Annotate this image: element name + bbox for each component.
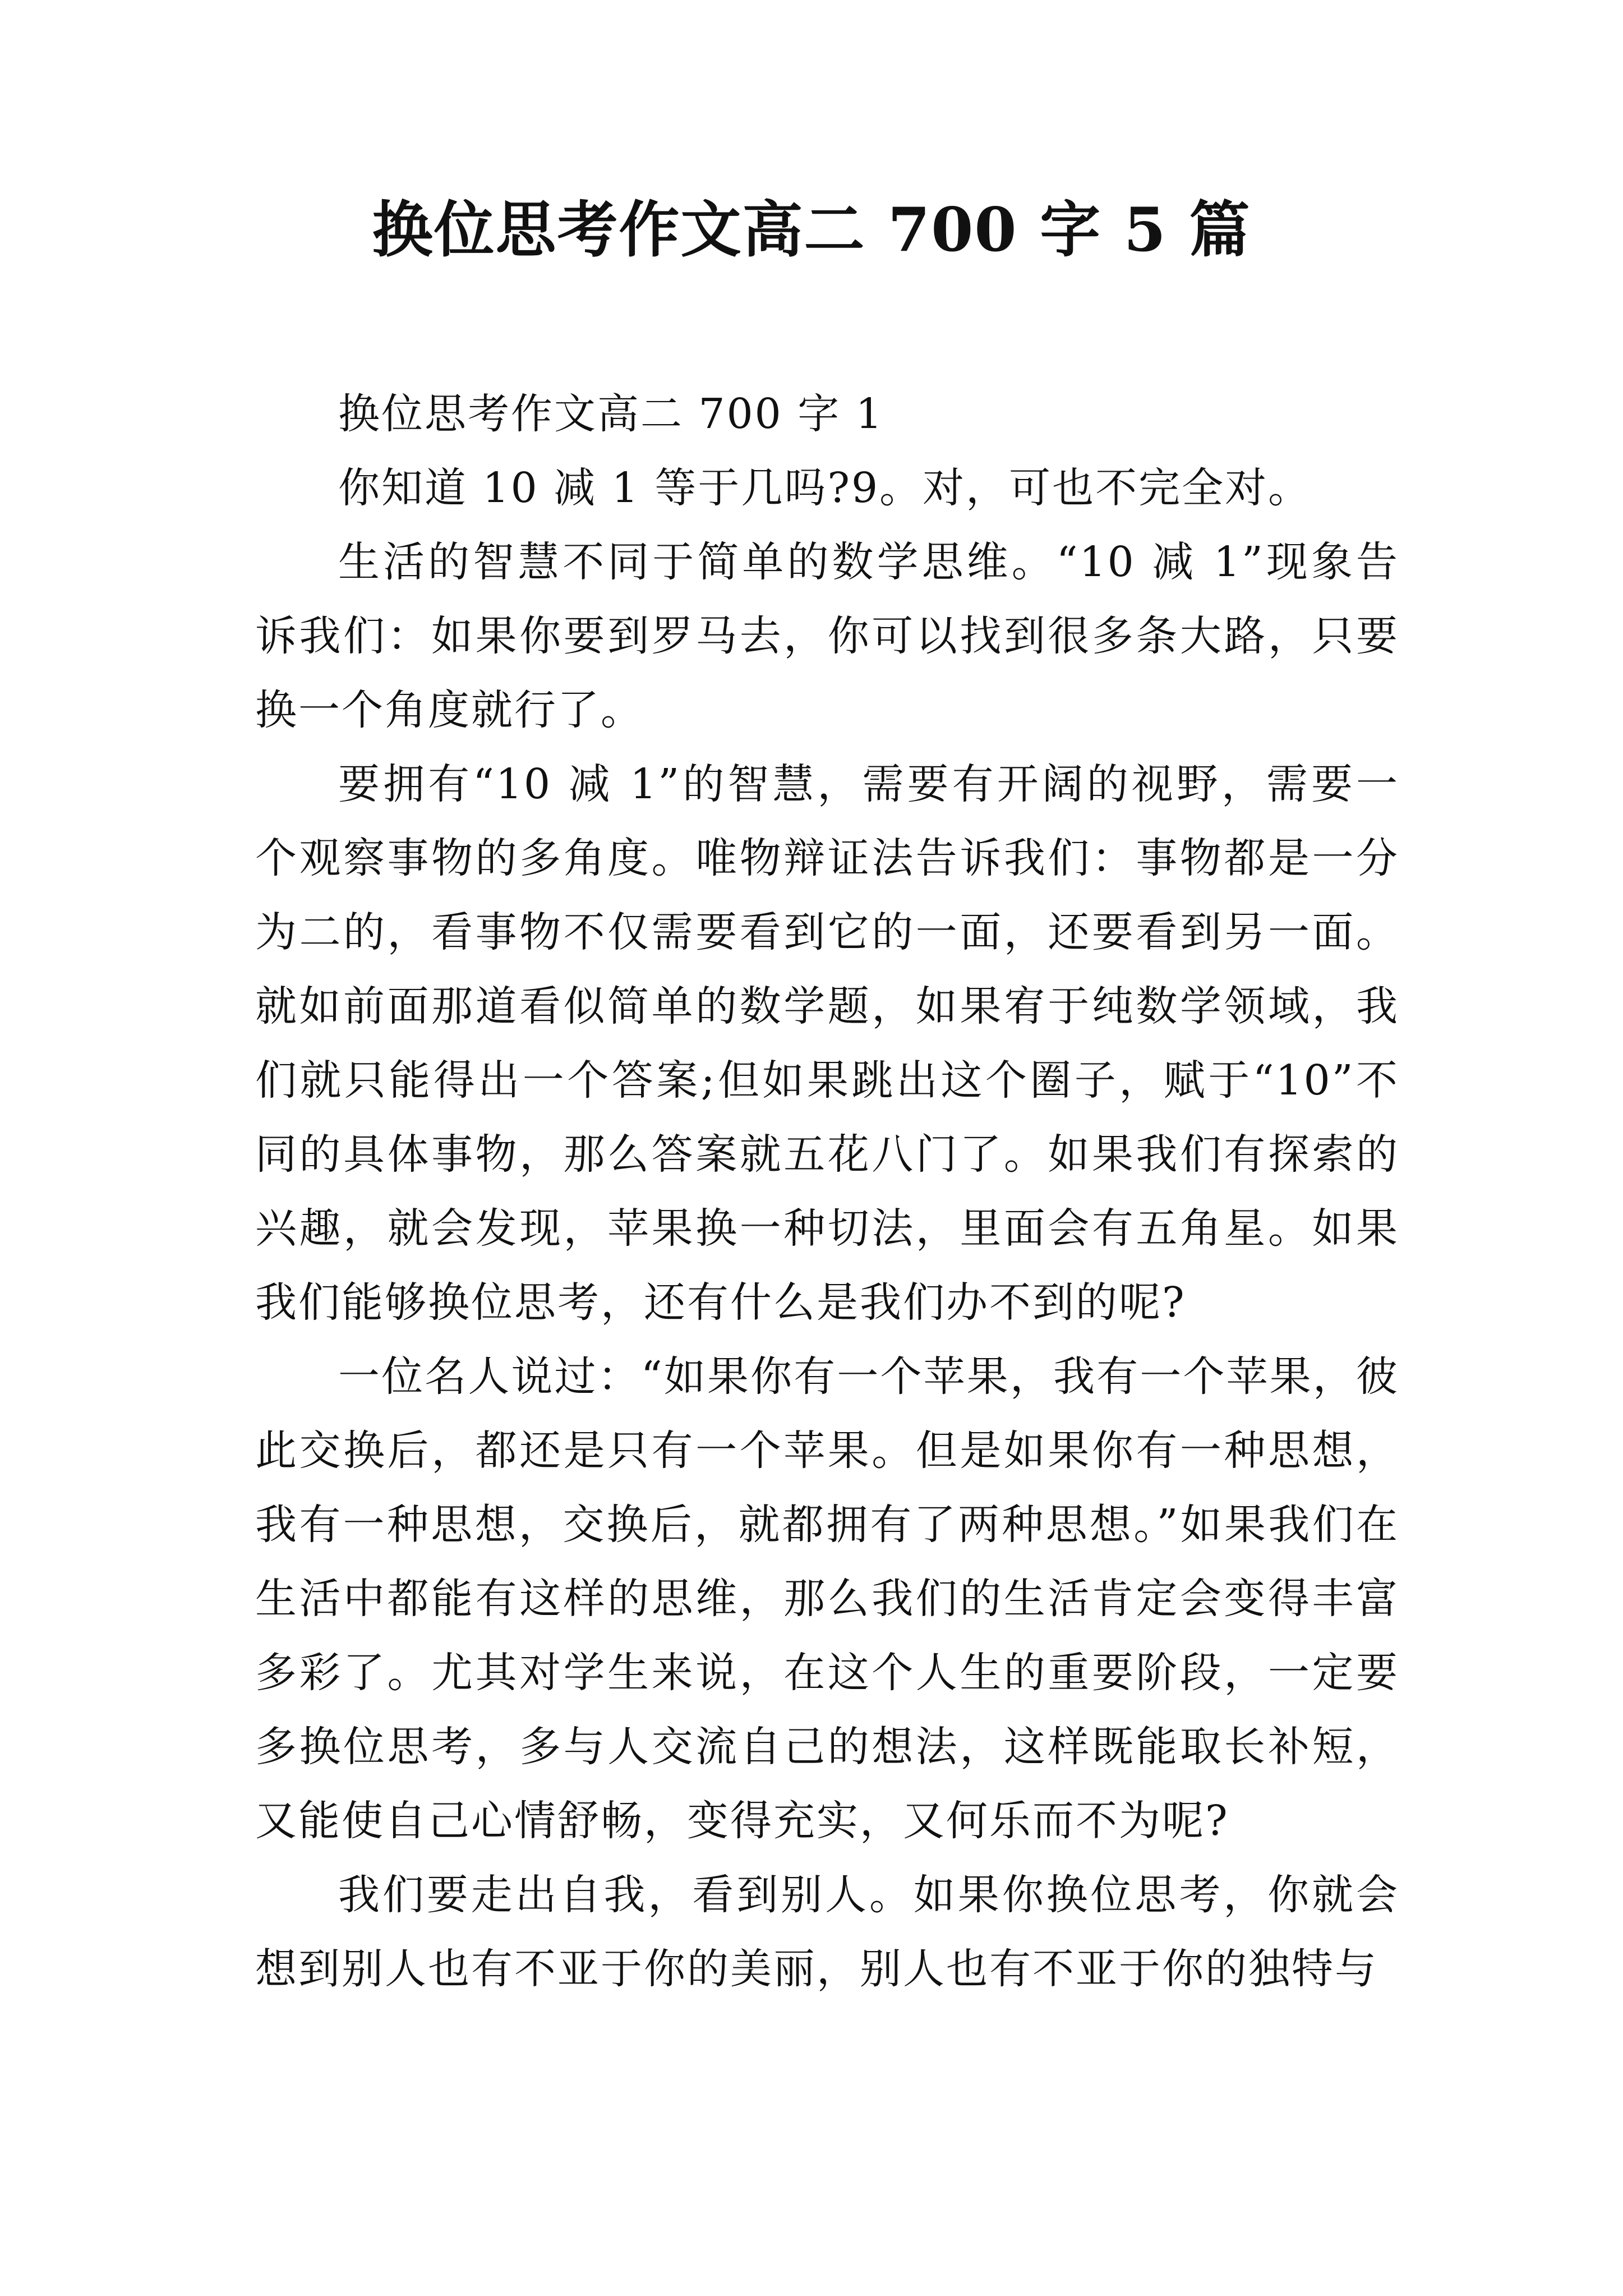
paragraph: 一位名人说过：“如果你有一个苹果，我有一个苹果，彼此交换后，都还是只有一个苹果。但是如果你有一种思想，我有一种思想，交换后，就都拥有了两种思想。”如果我们在生活中都能有这样的思维，那么我们的生活肯定会变得丰富多彩了。尤其对学生来说，在这个人生的重要阶段，一定要多换位思考，多与人交流自己的想法，这样既能取长补短，又能使自己心情舒畅，变得充实，又何乐而不为呢? [255, 1352, 1399, 1845]
document-body [255, 377, 1399, 2006]
paragraph: 你知道 10 减 1 等于几吗?9。对，可也不完全对。 [338, 464, 1312, 512]
paragraph: 要拥有“10 减 1”的智慧，需要有开阔的视野，需要一个观察事物的多角度。唯物辩证法告诉我们：事物都是一分为二的，看事物不仅需要看到它的一面，还要看到另一面。就如前面那道看似简单的数学题，如果宥于纯数学领域，我们就只能得出一个答案;但如果跳出这个圈子，赋于“10”不同的具体事物，那么答案就五花八门了。如果我们有探索的兴趣，就会发现，苹果换一种切法，里面会有五角星。如果我们能够换位思考，还有什么是我们办不到的呢? [255, 760, 1399, 1327]
document-title: 换位思考作文高二 700 字 5 篇 [372, 195, 1251, 265]
section-heading: 换位思考作文高二 700 字 1 [338, 390, 884, 438]
paragraph: 生活的智慧不同于简单的数学思维。“10 减 1”现象告诉我们：如果你要到罗马去，你可以找到很多条大路，只要换一个角度就行了。 [255, 538, 1399, 734]
paragraph: 我们要走出自我，看到别人。如果你换位思考，你就会想到别人也有不亚于你的美丽，别人也有不亚于你的独特与 [255, 1871, 1399, 1993]
